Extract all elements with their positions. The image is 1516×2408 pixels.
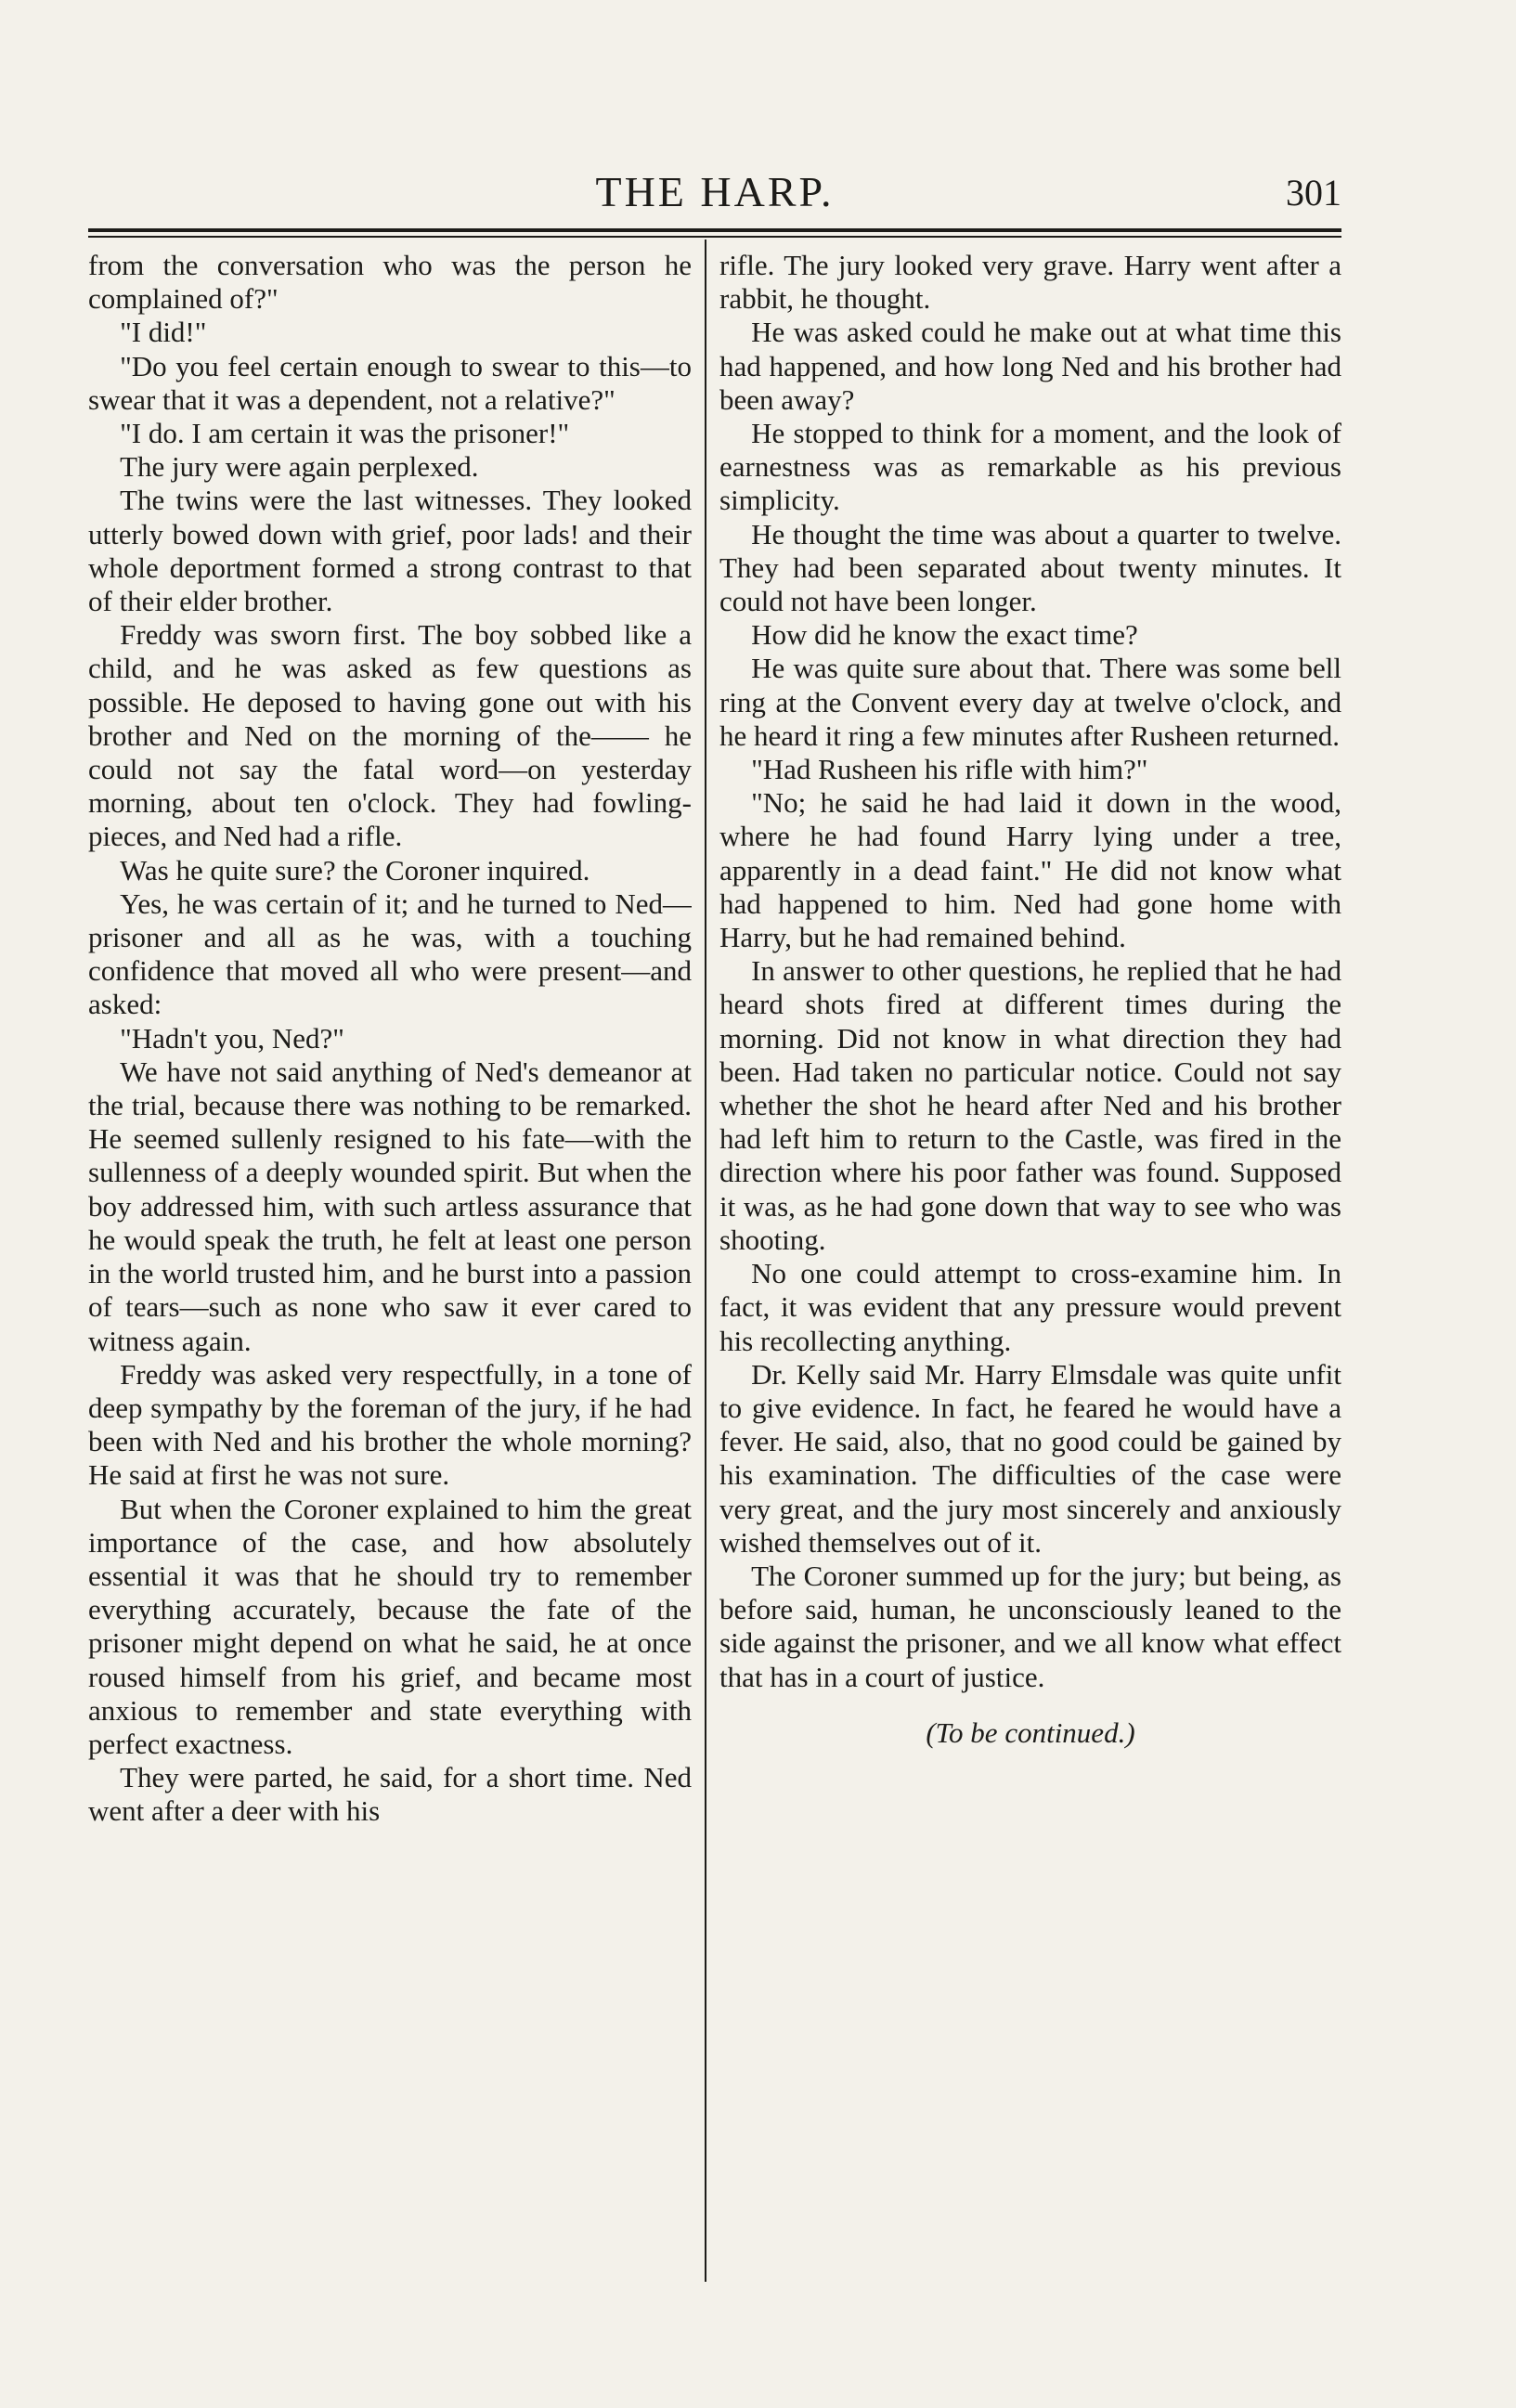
paragraph: We have not said anything of Ned's demeanor at the trial, because there was nothing to be remarked. He seemed sullenly resigned to his fate—with the sullenness of a deeply wounded spirit. But when the boy addressed him, with such artless assurance that he would speak the truth, he felt at least one person in the world trusted him, and he burst into a passion of tears—such as none who saw it ever cared to witness again. — [88, 1055, 692, 1357]
paragraph: The Coroner summed up for the jury; but being, as before said, human, he unconsciously leaned to the side against the prisoner, and we all know what effect that has in a court of justice. — [719, 1559, 1341, 1693]
paragraph: They were parted, he said, for a short time. Ned went after a deer with his — [88, 1761, 692, 1828]
paragraph: "Had Rusheen his rifle with him?" — [751, 753, 1148, 786]
paragraph: Dr. Kelly said Mr. Harry Elmsdale was quite unfit to give evidence. In fact, he feared he would have a fever. He said, also, that no good could be gained by his examination. The difficulties of the case were very great, and the jury most sincerely and anxiously wished themselves out of it. — [719, 1357, 1341, 1559]
paragraph: Freddy was asked very respectfully, in a tone of deep sympathy by the foreman of the jury, if he had been with Ned and his brother the whole morning? He said at first he was not sure. — [88, 1357, 692, 1492]
left-column — [88, 249, 692, 2235]
paragraph: Was he quite sure? the Coroner inquired. — [120, 853, 590, 887]
paragraph: He was quite sure about that. There was some bell ring at the Convent every day at twelve o'clock, and he heard it ring a few minutes after Rusheen returned. — [719, 652, 1341, 752]
header-rule-thick — [88, 228, 1341, 232]
paragraph: Yes, he was certain of it; and he turned to Ned—prisoner and all as he was, with a touching confidence that moved all who were present—and asked: — [88, 887, 692, 1021]
paragraph: He was asked could he make out at what time this had happened, and how long Ned and his brother had been away? — [719, 316, 1341, 416]
paragraph: No one could attempt to cross-examine him. In fact, it was evident that any pressure would prevent his recollecting anything. — [719, 1257, 1341, 1357]
page-number: 301 — [1286, 172, 1341, 214]
page-header — [88, 167, 1341, 228]
right-column — [719, 249, 1341, 2235]
paragraph: How did he know the exact time? — [751, 618, 1138, 652]
paragraph: "Do you feel certain enough to swear to this—to swear that it was a dependent, not a relative?" — [88, 349, 692, 416]
publication-title: THE HARP. — [595, 168, 835, 215]
paragraph: He thought the time was about a quarter to twelve. They had been separated about twenty minutes. It could not have been longer. — [719, 517, 1341, 618]
paragraph: "I do. I am certain it was the prisoner!" — [120, 417, 570, 450]
paragraph: He stopped to think for a moment, and the look of earnestness was as remarkable as his previous simplicity. — [719, 417, 1341, 517]
paragraph: "No; he said he had laid it down in the wood, where he had found Harry lying under a tree, apparently in a dead faint." He did not know what had happened to him. Ned had gone home with Harry, but he had remained behind. — [719, 786, 1341, 954]
to-be-continued: (To be continued.) — [926, 1715, 1135, 1749]
paragraph: In answer to other questions, he replied that he had heard shots fired at different times during the morning. Did not know in what direction they had been. Had taken no particular notice. Could not say whether the shot he heard after Ned and his brother had left him to return to the Castle, was fired in the direction where his poor father was found. Supposed it was, as he had gone down that way to see who was shooting. — [719, 954, 1341, 1256]
paragraph: The twins were the last witnesses. They looked utterly bowed down with grief, poor lads! and their whole deportment formed a strong contrast to that of their elder brother. — [88, 484, 692, 618]
paragraph: The jury were again perplexed. — [120, 450, 479, 484]
paragraph: rifle. The jury looked very grave. Harry went after a rabbit, he thought. — [719, 249, 1341, 316]
paragraph: But when the Coroner explained to him the great importance of the case, and how absolutely essential it was that he should try to remember everything accurately, because the fate of the prisoner might depend on what he said, he at once roused himself from his grief, and became most anxious to remember and state everything with perfect exactness. — [88, 1492, 692, 1760]
paragraph: "I did!" — [120, 316, 207, 349]
paragraph: Freddy was sworn first. The boy sobbed like a child, and he was asked as few questions as possible. He deposed to having gone out with his brother and Ned on the morning of the—— he could not say the fatal word—on yesterday morning, about ten o'clock. They had fowling-pieces, and Ned had a rifle. — [88, 618, 692, 853]
paragraph: "Hadn't you, Ned?" — [120, 1021, 344, 1055]
header-rule-thin — [88, 236, 1341, 238]
paragraph: from the conversation who was the person he complained of?" — [88, 249, 692, 316]
column-divider — [705, 240, 706, 2282]
